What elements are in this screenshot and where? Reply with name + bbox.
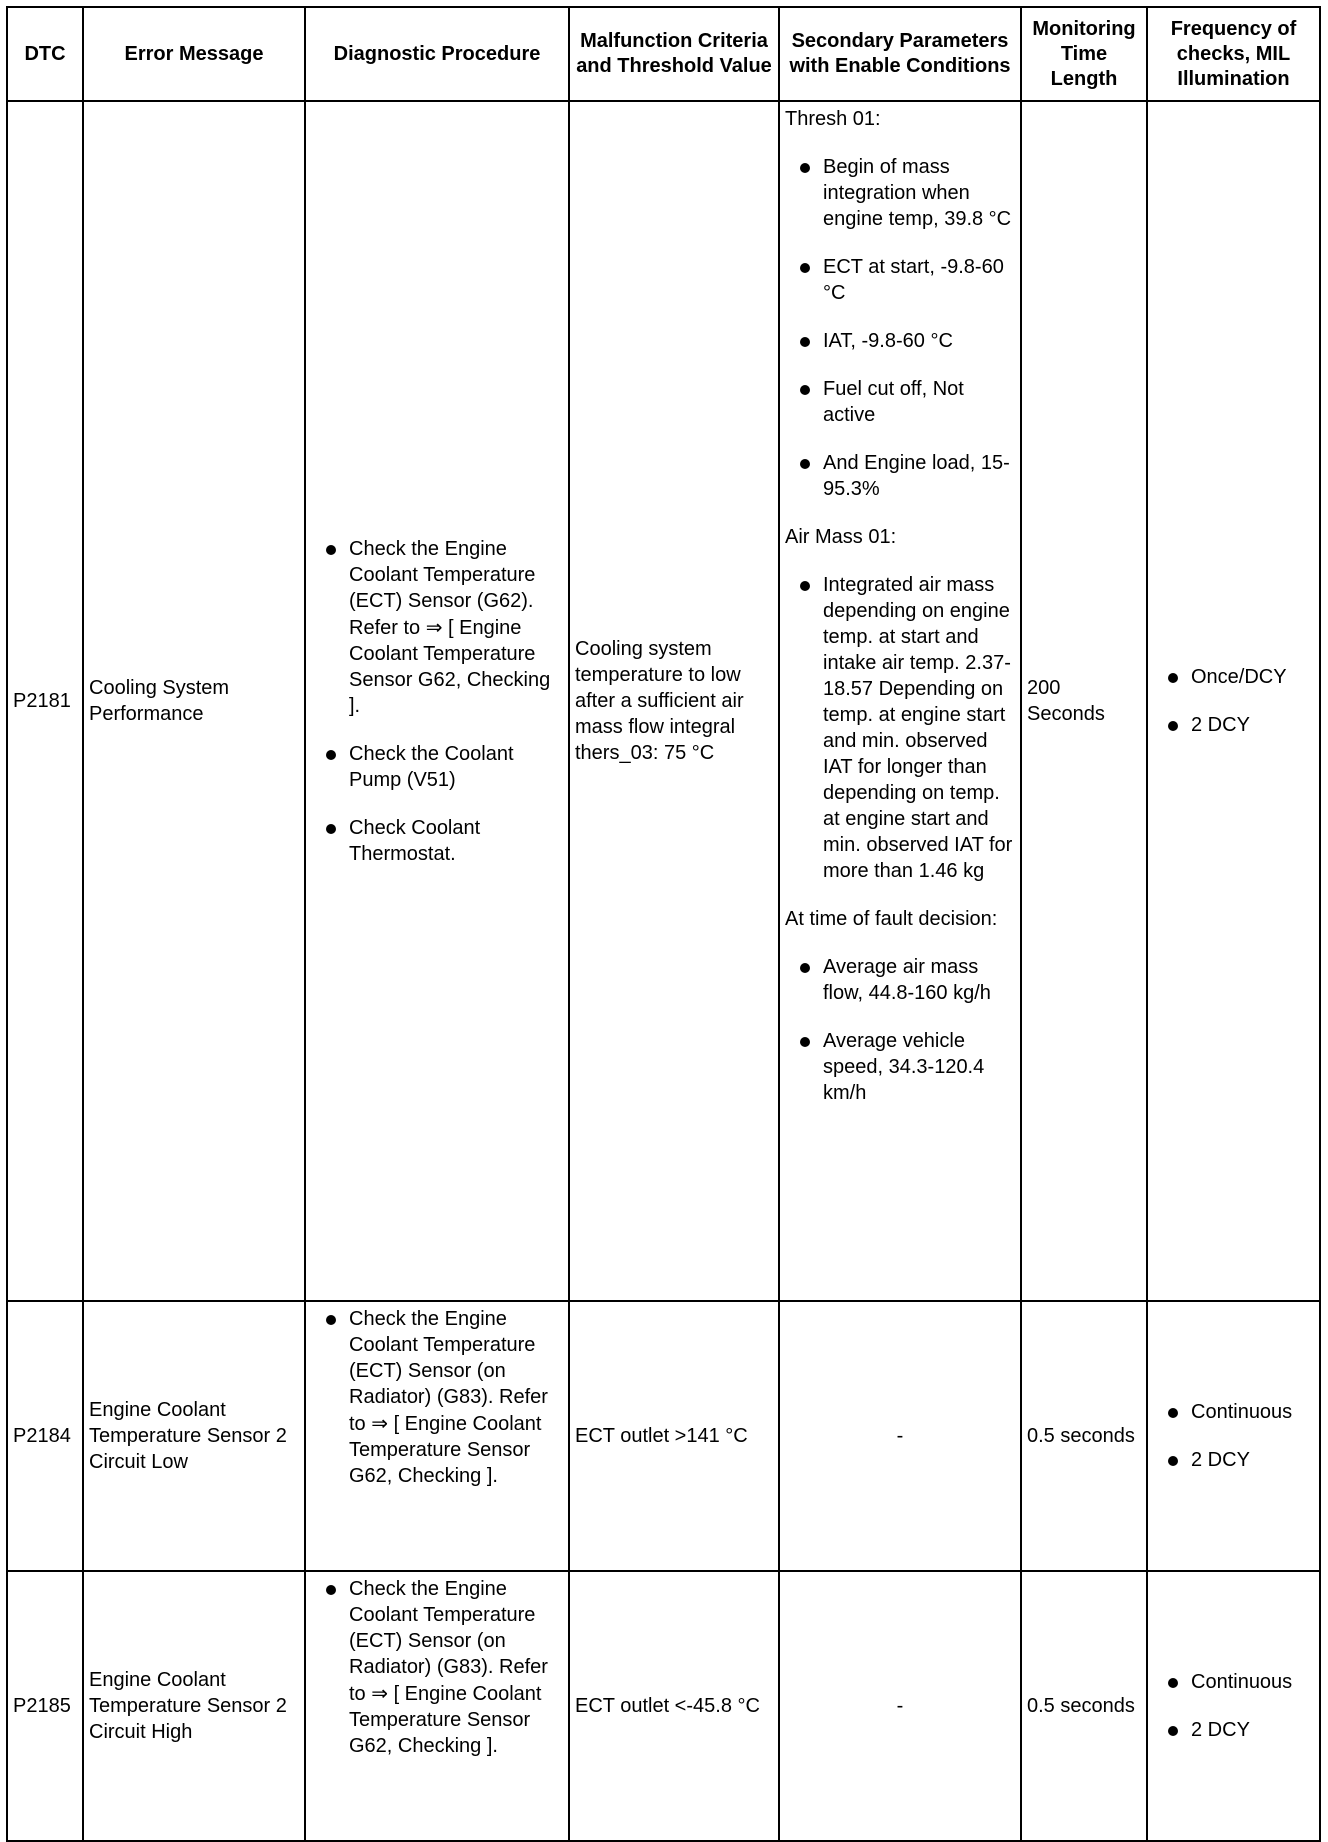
- secondary-parameters: -: [779, 1301, 1021, 1571]
- secondary-item: IAT, -9.8-60 °C: [785, 328, 1015, 354]
- secondary-group-label: At time of fault decision:: [785, 908, 998, 930]
- secondary-parameters: [779, 101, 1021, 1301]
- diagnostic-procedure: [305, 1571, 569, 1841]
- arrow-icon: ⇒: [425, 614, 443, 639]
- secondary-item: Average air mass flow, 44.8-160 kg/h: [785, 954, 1015, 1006]
- procedure-step: Check the Engine Coolant Temperature (ECT) Sensor (on Radiator) (G83). Refer to ⇒ [ Engine Coolant Temperature Sensor G62, Checking ].: [311, 1306, 563, 1489]
- error-message: Engine Coolant Temperature Sensor 2 Circuit High: [83, 1571, 305, 1841]
- header-monitoring-time: Monitoring Time Length: [1021, 7, 1147, 101]
- dtc-code: P2185: [7, 1571, 83, 1841]
- secondary-item: Fuel cut off, Not active: [785, 376, 1015, 428]
- dtc-table: [6, 6, 1321, 1842]
- frequency: [1147, 1571, 1320, 1841]
- arrow-icon: ⇒: [371, 1681, 389, 1705]
- diagnostic-procedure: [305, 101, 569, 1301]
- secondary-item: And Engine load, 15-95.3%: [785, 450, 1015, 502]
- table-row: [7, 1571, 1320, 1841]
- procedure-step: Check Coolant Thermostat.: [311, 815, 563, 867]
- procedure-step: Check the Engine Coolant Temperature (ECT) Sensor (G62). Refer to ⇒ [ Engine Coolant Temperature Sensor G62, Checking ].: [311, 536, 563, 719]
- secondary-item: Integrated air mass depending on engine temp. at start and intake air temp. 2.37-18.57 Depending on temp. at engine start and min. observed IAT for longer than depending on temp. at engine start and min. observed IAT for more than 1.46 kg: [785, 572, 1015, 884]
- frequency: [1147, 101, 1320, 1301]
- frequency-item: Once/DCY: [1153, 664, 1314, 690]
- table-row: [7, 1301, 1320, 1571]
- diagnostic-procedure: [305, 1301, 569, 1571]
- header-secondary-parameters: Secondary Parameters with Enable Conditions: [779, 7, 1021, 101]
- procedure-step: Check the Engine Coolant Temperature (ECT) Sensor (on Radiator) (G83). Refer to ⇒ [ Engine Coolant Temperature Sensor G62, Checking ].: [311, 1576, 563, 1759]
- header-frequency: Frequency of checks, MIL Illumination: [1147, 7, 1320, 101]
- procedure-step: Check the Coolant Pump (V51): [311, 741, 563, 793]
- frequency-item: 2 DCY: [1153, 1447, 1314, 1473]
- table-row: [7, 101, 1320, 1301]
- secondary-group-label: Thresh 01:: [785, 108, 881, 130]
- malfunction-criteria: Cooling system temperature to low after a sufficient air mass flow integral thers_03: 75 °C: [569, 101, 779, 1301]
- frequency-item: Continuous: [1153, 1399, 1314, 1425]
- secondary-item: Begin of mass integration when engine temp, 39.8 °C: [785, 154, 1015, 232]
- header-row: [7, 7, 1320, 101]
- frequency-item: 2 DCY: [1153, 1717, 1314, 1743]
- monitoring-time: 0.5 seconds: [1021, 1301, 1147, 1571]
- malfunction-criteria: ECT outlet >141 °C: [569, 1301, 779, 1571]
- secondary-group-label: Air Mass 01:: [785, 526, 897, 548]
- arrow-icon: ⇒: [371, 1411, 389, 1435]
- dtc-code: P2184: [7, 1301, 83, 1571]
- monitoring-time: 0.5 seconds: [1021, 1571, 1147, 1841]
- frequency-item: Continuous: [1153, 1669, 1314, 1695]
- header-diagnostic-procedure: Diagnostic Procedure: [305, 7, 569, 101]
- frequency: [1147, 1301, 1320, 1571]
- secondary-item: ECT at start, -9.8-60 °C: [785, 254, 1015, 306]
- error-message: Engine Coolant Temperature Sensor 2 Circuit Low: [83, 1301, 305, 1571]
- frequency-item: 2 DCY: [1153, 712, 1314, 738]
- header-dtc: DTC: [7, 7, 83, 101]
- header-error-message: Error Message: [83, 7, 305, 101]
- dtc-code: P2181: [7, 101, 83, 1301]
- header-malfunction-criteria: Malfunction Criteria and Threshold Value: [569, 7, 779, 101]
- secondary-parameters: -: [779, 1571, 1021, 1841]
- error-message: Cooling System Performance: [83, 101, 305, 1301]
- monitoring-time: 200 Seconds: [1021, 101, 1147, 1301]
- malfunction-criteria: ECT outlet <-45.8 °C: [569, 1571, 779, 1841]
- secondary-item: Average vehicle speed, 34.3-120.4 km/h: [785, 1028, 1015, 1106]
